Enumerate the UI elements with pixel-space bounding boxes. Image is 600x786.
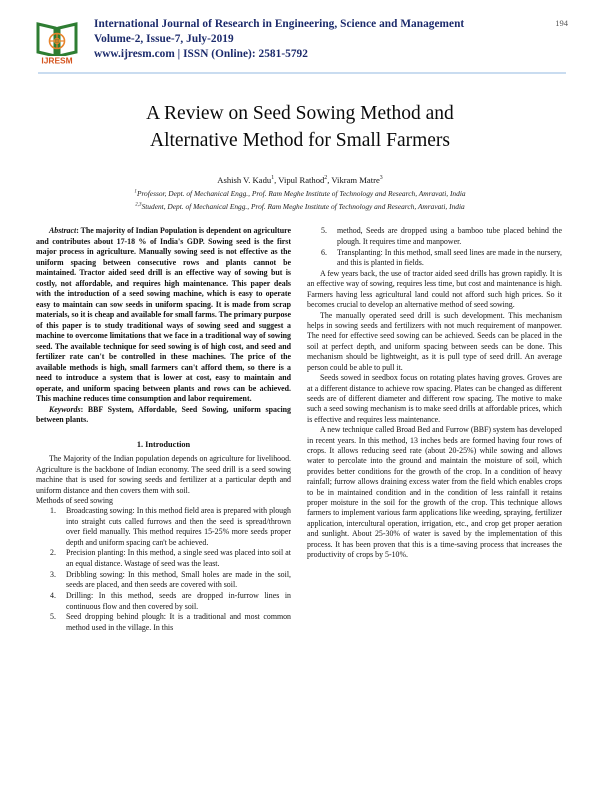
affiliation-2: [0, 201, 600, 212]
abstract-text: : The majority of Indian Population is dependent on agriculture and contributes about 17-18 % of India's GDP. Sowing seed is the first major process in agriculture. Manually sowing seed is not effective as the uniform spacing between consecutive rows and plants cannot be maintained. Tractor aided seed drill is an effective way of sowing but is costly, not affordable, and requires high maintenance. This paper deals with the introduction of a seed sowing machine, which is easy to operate easy to maintain can sow seeds in uniform spacing. It is made from scrap materials, so it is cheap and available for small farms. The primary purpose of this paper is to study traditional ways of sowing seed and suggest a machine to overcome limitations that we face in a traditional way of sowing seed. The available technique for seed sowing is of high cost, and seed and fertilizer rate can't be controlled in these machines. The price of the available methods is high, small farmers can't afford them, so there is a need to introduce a system that is lower at cost, easy to maintain and operate, and uniform spacing between plants and rows can be achieved. This machine reduces time consumption and labor requirement.: [36, 226, 291, 404]
keywords-paragraph: [36, 405, 291, 426]
intro-paragraph-4: Seeds sowed in seedbox focus on rotating plates having groves. Groves are at a different distance to achieve row spacing. Plates can be changed as different seeds are of different diameter and different row spacing. The motive to make such a seed sowing mechanism is to make seed drills at affordable prices, which is effective and requires less maintenance.: [307, 373, 562, 424]
list-item-continuation: [307, 226, 562, 247]
author-list: Ashish V. Kadu$^1$, Vipul Rathod$^2$, Vikram Matre$^3$: [217, 175, 383, 185]
keywords-label: Keywords: [49, 404, 81, 414]
intro-paragraph-2: A few years back, the use of tractor aided seed drills has grown rapidly. It is an effective way of sowing, requires less time, but cost and maintenance is high. Farmers having less agricultural land could not afford such high prices. So it becomes crucial to develop an alternative method of seed sowing.: [307, 269, 562, 310]
left-column: [36, 226, 291, 786]
author-sup-3: 3: [379, 175, 383, 182]
list-item-continuation-text: method, Seeds are dropped using a bamboo tube placed behind the plough. It requires time and manpower.: [337, 226, 562, 246]
title-line-2: Alternative Method for Small Farmers: [149, 130, 450, 151]
affiliation-2-sup: 2,3: [135, 202, 142, 208]
journal-issn: www.ijresm.com | ISSN (Online): 2581-5792: [94, 48, 308, 61]
abstract-paragraph: [36, 226, 291, 405]
title-line-1: A Review on Seed Sowing Method and: [146, 103, 454, 124]
seed-sowing-methods-list-continued: [307, 226, 562, 268]
methods-lead-in: Methods of seed sowing: [36, 495, 113, 505]
author-sup-2: 2: [324, 175, 328, 182]
intro-paragraph-1: The Majority of the Indian population depends on agriculture for livelihood. Agriculture is the backbone of Indian economy. The seed drill is a seed sowing machine that is used for sowing seeds and fertilizer at a particular depth and uniform distance and then covers them with soil.: [36, 454, 291, 495]
affiliation-1-sup: 1: [134, 189, 137, 195]
intro-paragraph-5: A new technique called Broad Bed and Furrow (BBF) system has developed in recent years. In this method, 13 inches beds are formed having four rows of crops. It allows reducing seed rate (about 20-25%) while sowing and allows water to percolate into the ground and maintain the moisture of soil, which provides better conditions for the growth of the crop. In a condition of heavy rainfall; furrow allows draining excess water from the field which enables crops to be in maintained condition and in the condition of less rainfall it retains proper moisture in the soil for the growth of the crop. This technique allows farmers to implement various farm applications like weeding, spraying, fertilizer application, intercultural operation, irrigation, etc., and crop get proper aeration and sunlight. About 25-30% of water is saved by the implementation of this process. It has been proven that this is a time-saving process that increases the productivity of crops by 5-10%.: [307, 425, 562, 559]
seed-sowing-methods-list: [36, 506, 291, 633]
affiliation-2-text: Student, Dept. of Mechanical Engg., Prof. Ram Meghe Institute of Technology and Research, Amravati, India: [141, 202, 465, 212]
header-divider: [38, 72, 566, 74]
right-column: [307, 226, 562, 786]
list-item: Dribbling sowing: In this method, Small holes are made in the soil, seeds are placed, and then seeds are covered with soil.: [66, 569, 291, 590]
journal-logo-text: IJRESM: [41, 55, 73, 66]
list-item: Transplanting: In this method, small seed lines are made in the nursery, and this is planted in fields.: [337, 247, 562, 268]
list-item: Seed dropping behind plough: It is a traditional and most common method used in the village. In this: [66, 612, 291, 632]
keywords-text: : BBF System, Affordable, Seed Sowing, uniform spacing between plants.: [36, 404, 291, 425]
masthead-text-block: [80, 16, 555, 63]
abstract-label: Abstract: [49, 226, 77, 236]
journal-masthead: [0, 0, 600, 66]
affiliation-1: [0, 188, 600, 199]
list-item: Precision planting: In this method, a single seed was placed into soil at an equal distance. Wastage of seed was the least.: [66, 548, 291, 568]
journal-volume: Volume-2, Issue-7, July-2019: [94, 33, 234, 46]
page-number: 194: [555, 18, 568, 28]
list-item: Broadcasting sowing: In this method field area is prepared with plough into straight cuts called furrows and then the seed is spread/thrown over field manually. This method requires 15-25% more seeds proper depth and uniform spacing can't be achieved.: [66, 506, 291, 547]
intro-paragraph-3: The manually operated seed drill is such development. This mechanism helps in sowing seeds and fertilizers with not much requirement of manpower. The need for effective seed sowing can be achieved. Seeds can be placed in the soil at perfect depth, and uniform spacing between seeds can be done. This mechanism should be lightweight, as it is pull type of seed drill. An average person could be able to pull it.: [307, 310, 562, 372]
two-column-body: [36, 226, 566, 786]
journal-name: International Journal of Research in Engineering, Science and Management: [94, 18, 465, 30]
section-heading-introduction: 1. Introduction: [136, 439, 191, 449]
journal-logo-icon: [34, 18, 80, 66]
author-sup-1: 1: [271, 175, 275, 182]
page-title: [70, 100, 530, 154]
affiliation-1-text: Professor, Dept. of Mechanical Engg., Prof. Ram Meghe Institute of Technology and Research, Amravati, India: [136, 189, 466, 198]
list-item: Drilling: In this method, seeds are dropped in-furrow lines in continuous flow and then covered by soil.: [66, 591, 291, 611]
